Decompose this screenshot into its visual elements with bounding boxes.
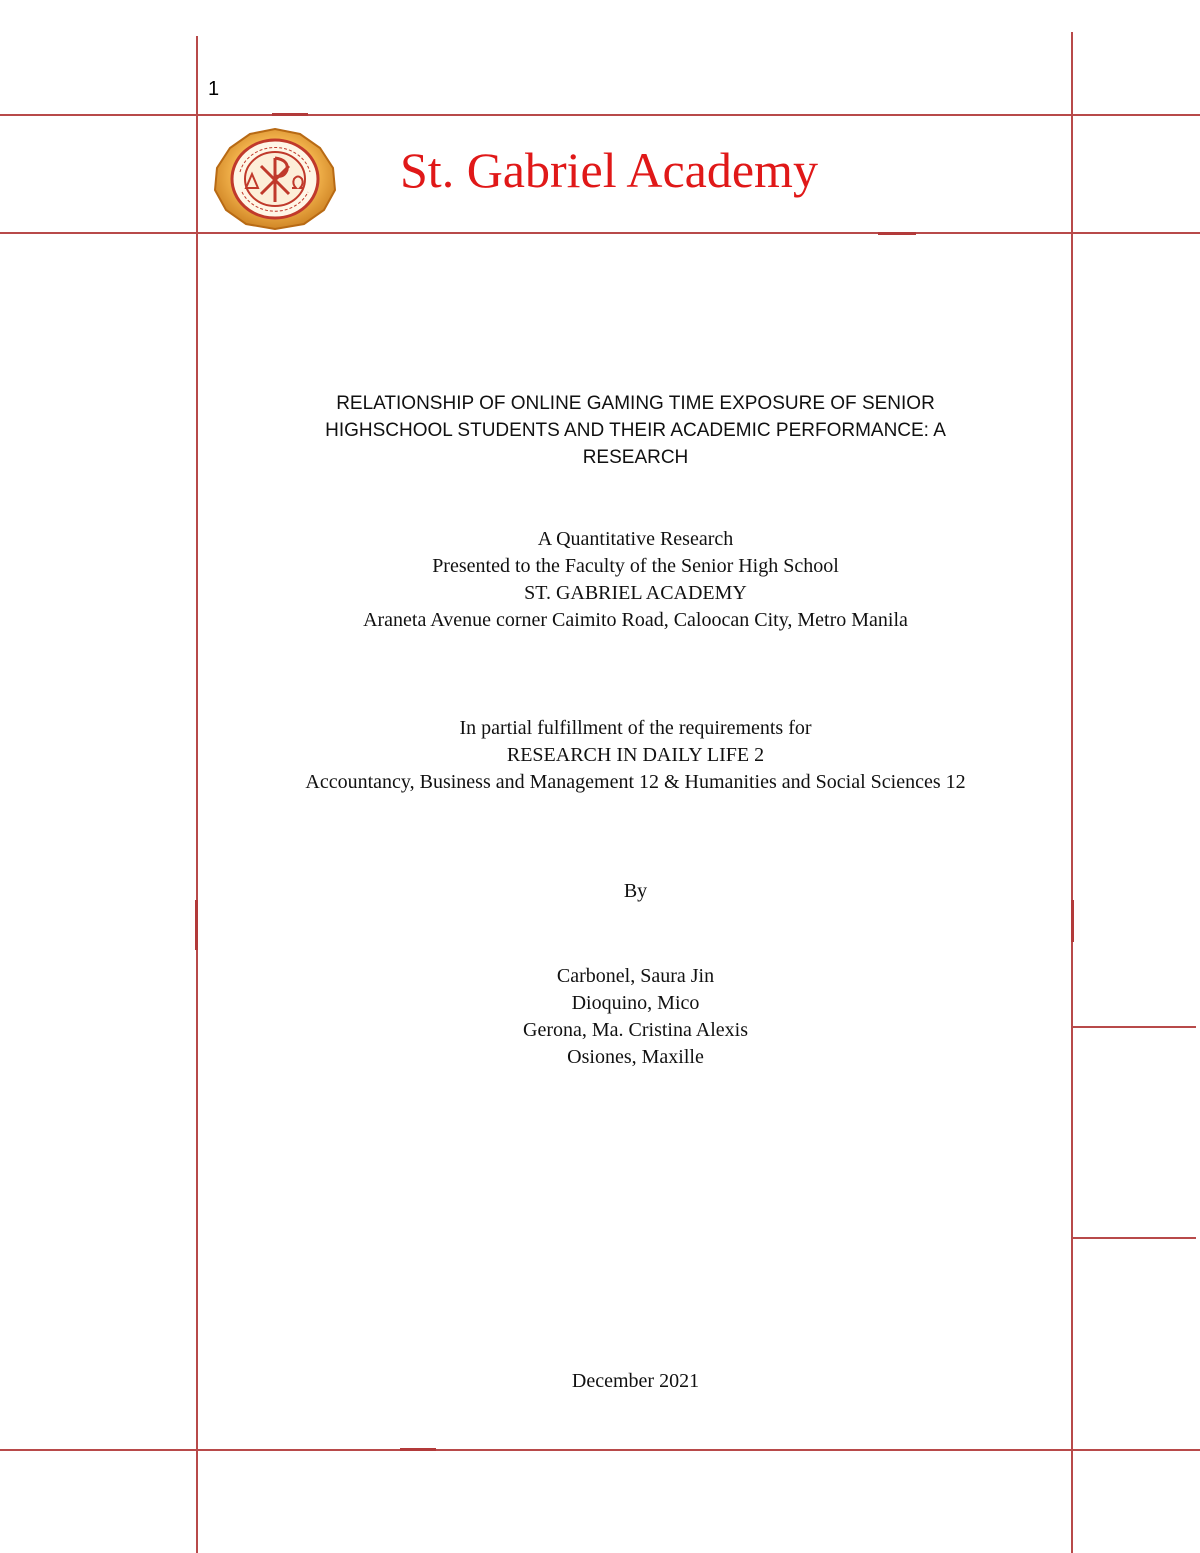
page-number: 1 [208, 78, 220, 100]
header-top-rule-accent [272, 113, 308, 116]
header-top-rule [0, 114, 1200, 116]
author-list [198, 963, 1073, 1071]
presented-to: Presented to the Faculty of the Senior High School [432, 555, 839, 577]
footer-rule [0, 1449, 1200, 1451]
author-name: Osiones, Maxille [567, 1046, 704, 1068]
research-title-line: HIGHSCHOOL STUDENTS AND THEIR ACADEMIC PERFORMANCE: A [325, 420, 946, 441]
research-type: A Quantitative Research [537, 528, 734, 550]
school-seal-icon [212, 128, 338, 230]
institution-address: Araneta Avenue corner Caimito Road, Caloocan City, Metro Manila [363, 609, 908, 631]
author-name: Dioquino, Mico [571, 992, 700, 1014]
research-title-line: RESEARCH [582, 447, 689, 468]
research-title-line: RELATIONSHIP OF ONLINE GAMING TIME EXPOSURE OF SENIOR [336, 393, 935, 414]
course-name: RESEARCH IN DAILY LIFE 2 [506, 744, 765, 766]
header-bottom-rule [0, 232, 1200, 234]
institution-name: ST. GABRIEL ACADEMY [524, 582, 747, 604]
header-bottom-rule-accent [878, 232, 916, 235]
fulfillment-intro: In partial fulfillment of the requirements for [459, 717, 812, 739]
presentation-info [198, 526, 1073, 634]
strand-names: Accountancy, Business and Management 12 & Humanities and Social Sciences 12 [305, 771, 966, 793]
footer-rule-accent [400, 1448, 436, 1451]
margin-line-right-tick [1071, 900, 1074, 942]
by-label: By [623, 880, 648, 902]
author-name: Gerona, Ma. Cristina Alexis [523, 1019, 748, 1041]
submission-date: December 2021 [571, 1370, 700, 1392]
research-title [198, 390, 1073, 471]
fulfillment-info [198, 715, 1073, 796]
school-name-header: St. Gabriel Academy [400, 142, 818, 198]
right-margin-tick-lower [1073, 1237, 1196, 1239]
margin-line-left-tick [195, 900, 198, 950]
right-margin-tick-upper [1073, 1026, 1196, 1028]
author-name: Carbonel, Saura Jin [556, 965, 715, 987]
